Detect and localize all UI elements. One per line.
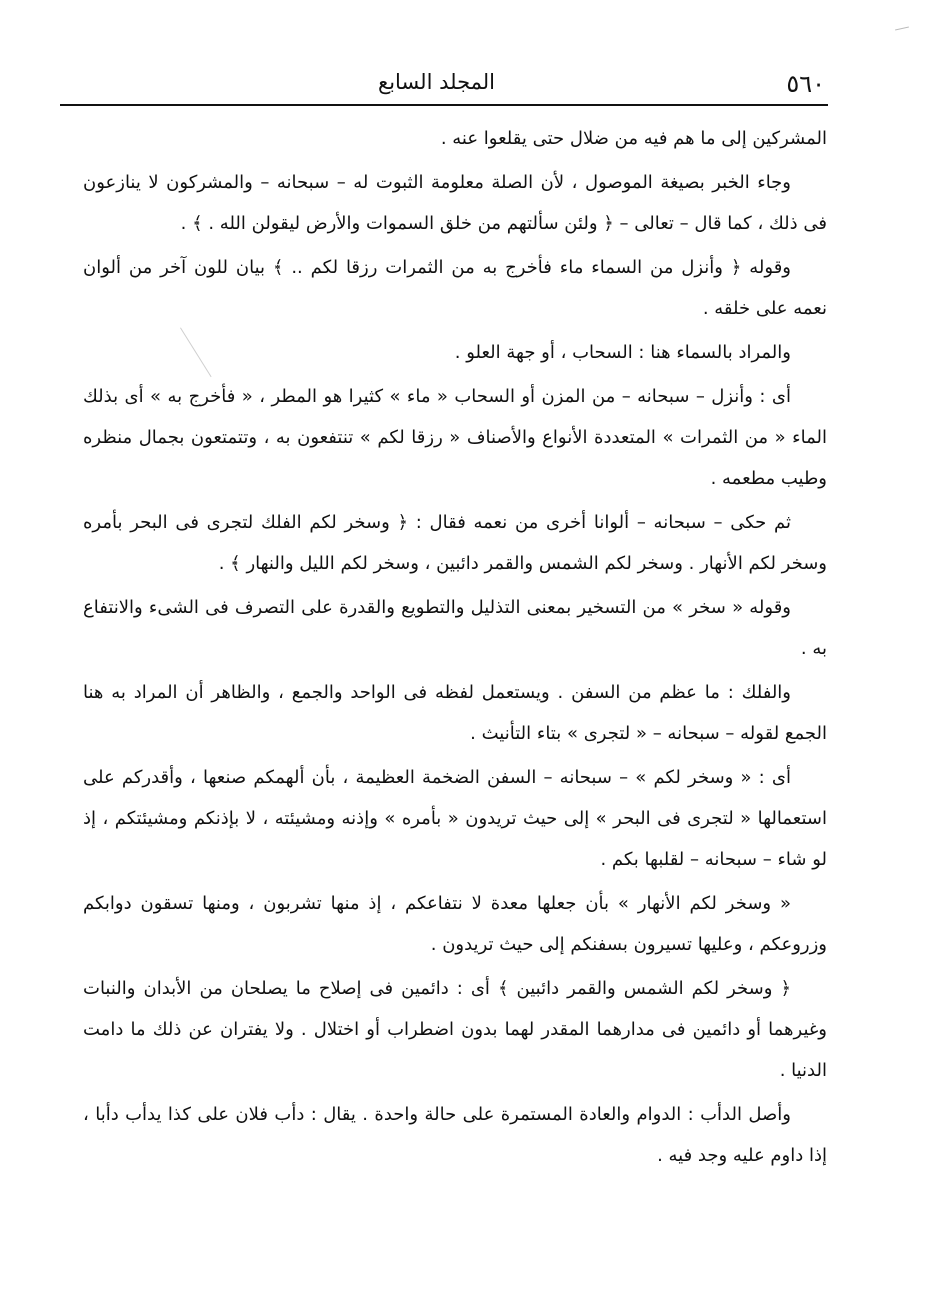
paragraph: والمراد بالسماء هنا : السحاب ، أو جهة العلو . <box>454 342 791 363</box>
running-title: المجلد السابع <box>378 70 495 94</box>
paragraph: أى : « وسخر لكم » – سبحانه – السفن الضخمة العظيمة ، بأن ألهمكم صنعها ، وأقدركم على استعمالها « لتجرى فى البحر » إلى حيث تريدون « بأمره » وإذنه ومشيئته ، لا بإذنكم ومشيئتكم ، إذ لو شاء – سبحانه – لقلبها بكم . <box>83 767 827 870</box>
body-text <box>83 118 827 1179</box>
paragraph: والفلك : ما عظم من السفن . ويستعمل لفظه فى الواحد والجمع ، والظاهر أن المراد به هنا الجمع لقوله – سبحانه – « لتجرى » بتاء التأنيث . <box>83 682 827 744</box>
paragraph: وقوله ﴿ وأنزل من السماء ماء فأخرج به من الثمرات رزقا لكم .. ﴾ بيان للون آخر من ألوان نعمه على خلقه . <box>83 257 827 319</box>
page-header <box>60 62 825 102</box>
paragraph: وقوله « سخر » من التسخير بمعنى التذليل والتطويع والقدرة على التصرف فى الشىء والانتفاع به . <box>83 597 827 659</box>
paragraph: ثم حكى – سبحانه – ألوانا أخرى من نعمه فقال : ﴿ وسخر لكم الفلك لتجرى فى البحر بأمره وسخر لكم الأنهار . وسخر لكم الشمس والقمر دائبين ، وسخر لكم الليل والنهار ﴾ . <box>83 512 827 574</box>
paragraph: وجاء الخبر بصيغة الموصول ، لأن الصلة معلومة الثبوت له – سبحانه – والمشركون لا ينازعون فى ذلك ، كما قال – تعالى – ﴿ ولئن سألتهم من خلق السموات والأرض ليقولن الله . ﴾ . <box>83 172 827 234</box>
paragraph: ﴿ وسخر لكم الشمس والقمر دائبين ﴾ أى : دائمين فى إصلاح ما يصلحان من الأبدان والنبات وغيرهما أو دائمين فى مدارهما المقدر لهما بدون اضطراب أو اختلال . ولا يفتران عن ذلك ما دامت الدنيا . <box>83 978 827 1081</box>
paragraph: المشركين إلى ما هم فيه من ضلال حتى يقلعوا عنه . <box>440 128 827 149</box>
paragraph: أى : وأنزل – سبحانه – من المزن أو السحاب « ماء » كثيرا هو المطر ، « فأخرج به » أى بذلك الماء « من الثمرات » المتعددة الأنواع والأصناف « رزقا لكم » تنتفعون به ، وتتمتعون بجمال منظره وطيب مطعمه . <box>83 386 827 489</box>
paragraph: « وسخر لكم الأنهار » بأن جعلها معدة لا نتفاعكم ، إذ منها تشربون ، ومنها تسقون دوابكم وزروعكم ، وعليها تسيرون بسفنكم إلى حيث تريدون . <box>83 893 827 955</box>
page-number: ٥٦٠ <box>786 70 825 98</box>
header-rule <box>60 104 828 106</box>
scan-mark <box>895 27 909 31</box>
paragraph: وأصل الدأب : الدوام والعادة المستمرة على حالة واحدة . يقال : دأب فلان على كذا يدأب دأبا ، إذا داوم عليه وجد فيه . <box>83 1104 827 1166</box>
